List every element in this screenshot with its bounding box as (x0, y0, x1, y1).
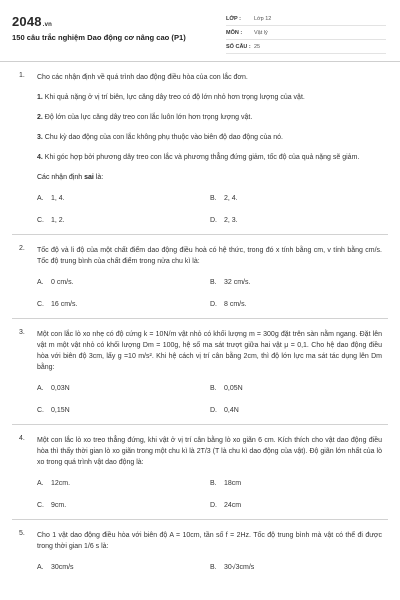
statement (37, 132, 382, 143)
answer-option-c[interactable] (37, 407, 210, 414)
answer-options (37, 385, 382, 414)
question-number: 5. (19, 530, 25, 537)
question-item (0, 72, 400, 224)
question-item (0, 329, 400, 414)
statement-number: 2. (37, 114, 43, 121)
option-letter: C. (37, 217, 44, 224)
answer-option-b[interactable] (210, 195, 383, 202)
option-letter: B. (210, 195, 217, 202)
logo-main: 2048 (12, 14, 42, 29)
statement-text: Khi quả nặng ở vị trí biên, lực căng dây treo có độ lớn nhỏ hơn trọng lượng của vật. (42, 94, 305, 101)
option-text: 16 cm/s. (51, 301, 78, 308)
question-list (0, 72, 400, 571)
question-number: 3. (19, 329, 25, 336)
answer-options (37, 195, 382, 224)
option-text: 0,03N (51, 385, 70, 392)
meta-row-class (226, 12, 386, 26)
option-text: 18cm (224, 480, 242, 487)
option-text: 0,05N (224, 385, 243, 392)
option-letter: C. (37, 407, 44, 414)
option-letter: D. (210, 407, 217, 414)
option-letter: B. (210, 480, 217, 487)
option-letter: D. (210, 502, 217, 509)
answer-option-c[interactable] (37, 502, 210, 509)
answer-option-b[interactable] (210, 480, 383, 487)
statement-text: Chu kỳ dao động của con lắc không phụ thuộc vào biên độ dao động của nó. (42, 134, 283, 141)
answer-option-a[interactable] (37, 564, 210, 571)
prompt-pre: Các nhận định (37, 174, 85, 181)
statement-number: 4. (37, 154, 43, 161)
logo-suffix: .vn (42, 22, 53, 28)
question-prompt (37, 172, 382, 183)
question-text: Cho 1 vật dao động điều hòa với biên độ A = 10cm, tần số f = 2Hz. Tốc độ trung bình mà vật có thể đi được trong thời gian 1/6 s là: (37, 532, 382, 550)
meta-info (226, 12, 386, 54)
answer-options (37, 564, 382, 571)
question-number: 4. (19, 435, 25, 442)
question-text: Một con lắc lò xo treo thẳng đứng, khi vật ở vị trí cân bằng lò xo giãn 6 cm. Kích thích cho vật dao động điều hòa thì thấy thời gian lò xo giãn trong một chu kì là 2T/3 (T là chu kì dao động của vật). Độ giãn lớn nhất của lò xo trong quá trình vật dao động là: (37, 437, 382, 466)
statement (37, 152, 382, 163)
page-title: 150 câu trắc nghiệm Dao động cơ nâng cao (P1) (12, 33, 186, 42)
meta-value: Lớp 12 (254, 15, 272, 22)
answer-option-a[interactable] (37, 385, 210, 392)
answer-option-d[interactable] (210, 217, 383, 224)
question-number: 2. (19, 245, 25, 252)
option-letter: D. (210, 217, 217, 224)
question-item (0, 245, 400, 308)
option-letter: B. (210, 564, 217, 571)
meta-row-subject (226, 26, 386, 40)
option-letter: A. (37, 385, 44, 392)
answer-option-b[interactable] (210, 385, 383, 392)
meta-label: LỚP : (226, 15, 241, 22)
divider (12, 318, 388, 319)
answer-option-c[interactable] (37, 217, 210, 224)
answer-option-a[interactable] (37, 480, 210, 487)
option-letter: A. (37, 564, 44, 571)
option-text: 0 cm/s. (51, 279, 74, 286)
statement-number: 1. (37, 94, 43, 101)
option-text: 30cm/s (51, 564, 74, 571)
question-item (0, 530, 400, 571)
answer-option-d[interactable] (210, 502, 383, 509)
prompt-post: là: (93, 174, 104, 181)
meta-value: 25 (254, 43, 261, 50)
option-text: 0,15N (51, 407, 70, 414)
option-letter: B. (210, 279, 217, 286)
statement-number: 3. (37, 134, 43, 141)
option-text: 24cm (224, 502, 242, 509)
site-logo[interactable] (12, 14, 52, 29)
option-letter: A. (37, 279, 44, 286)
answer-options (37, 480, 382, 509)
meta-label: MÔN : (226, 29, 243, 36)
option-letter: D. (210, 301, 217, 308)
option-text: 12cm. (51, 480, 71, 487)
option-text: 1, 2. (51, 217, 65, 224)
divider (12, 519, 388, 520)
prompt-bold: sai (84, 174, 94, 181)
answer-option-c[interactable] (37, 301, 210, 308)
statement (37, 112, 382, 123)
option-text: 1, 4. (51, 195, 65, 202)
answer-options (37, 279, 382, 308)
statement (37, 92, 382, 103)
answer-option-d[interactable] (210, 301, 383, 308)
answer-option-b[interactable] (210, 279, 383, 286)
option-text: 2, 3. (224, 217, 238, 224)
option-text: 2, 4. (224, 195, 238, 202)
meta-row-count (226, 40, 386, 54)
option-letter: A. (37, 480, 44, 487)
option-text: 30√3cm/s (224, 564, 255, 571)
question-item (0, 435, 400, 509)
meta-value: Vật lý (254, 29, 268, 36)
answer-option-a[interactable] (37, 195, 210, 202)
answer-option-b[interactable] (210, 564, 383, 571)
option-letter: C. (37, 502, 44, 509)
answer-option-d[interactable] (210, 407, 383, 414)
question-text: Cho các nhận định về quá trình dao động điều hòa của con lắc đơn. (37, 74, 248, 81)
answer-option-a[interactable] (37, 279, 210, 286)
option-letter: B. (210, 385, 217, 392)
option-text: 8 cm/s. (224, 301, 247, 308)
statement-text: Khi góc hợp bởi phương dây treo con lắc và phương thẳng đứng giảm, tốc độ của quả nặng sẽ giảm. (42, 154, 360, 161)
question-text: Một con lắc lò xo nhẹ có độ cứng k = 10N/m vật nhỏ có khối lượng m = 300g đặt trên sàn nằm ngang. Đặt lên vật m một vật nhỏ có khối lượng Dm = 100g, hệ số ma sát trượt giữa hai vật μ = 0,1. Cho hệ dao động điều hòa với biên độ 3cm, lấy g =10 m/s². Khi hệ cách vị trí cân bằng 2cm, thì độ lớn lực ma sát tác dụng lên Dm bằng: (37, 331, 382, 371)
statement-text: Độ lớn của lực căng dây treo con lắc luôn lớn hơn trọng lượng vật. (42, 114, 253, 121)
option-letter: A. (37, 195, 44, 202)
divider (12, 234, 388, 235)
option-text: 9cm. (51, 502, 67, 509)
divider (12, 424, 388, 425)
option-letter: C. (37, 301, 44, 308)
question-number: 1. (19, 72, 25, 79)
page-header (0, 0, 400, 62)
meta-label: SỐ CÂU : (226, 43, 251, 50)
option-text: 0,4N (224, 407, 239, 414)
option-text: 32 cm/s. (224, 279, 251, 286)
question-text: Tốc độ và li độ của một chất điểm dao động điều hoà có hệ thức, trong đó x tính bằng cm, v tính bằng cm/s. Tốc độ trung bình của chất điểm trong nửa chu kì là: (37, 247, 382, 265)
